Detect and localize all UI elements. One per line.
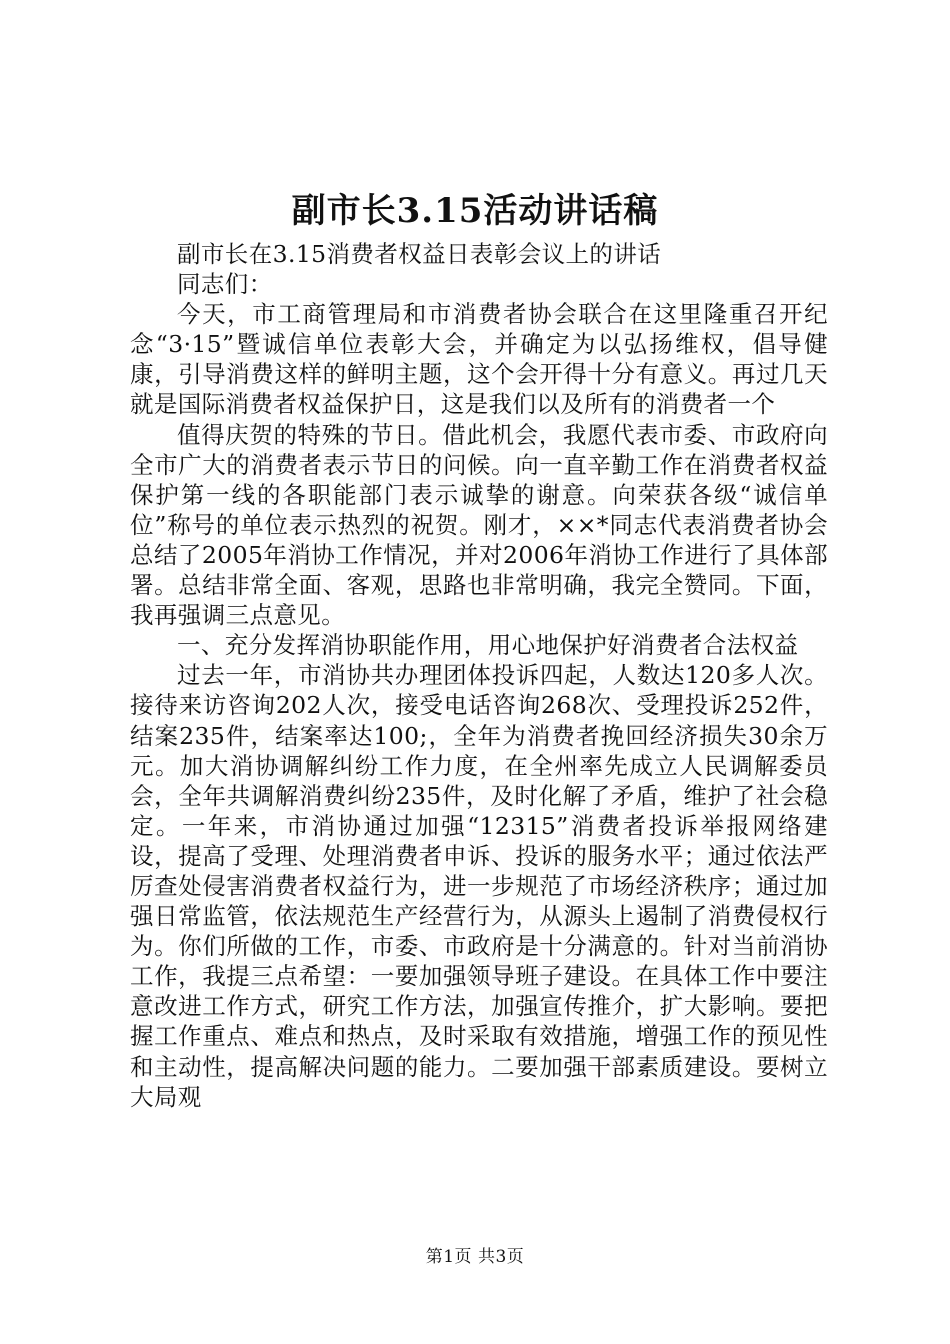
body-paragraph: 值得庆贺的特殊的节日。借此机会，我愿代表市委、市政府向全市广大的消费者表示节日的问候。向一直辛勤工作在消费者权益保护第一线的各职能部门表示诚挚的谢意。向荣获各级“诚信单位”称号的单位表示热烈的祝贺。刚才，××*同志代表消费者协会总结了2005年消协工作情况，并对2006年消协工作进行了具体部署。总结非常全面、客观，思路也非常明确，我完全赞同。下面，我再强调三点意见。 [130, 420, 828, 630]
subtitle-paragraph: 副市长在3.15消费者权益日表彰会议上的讲话 [177, 240, 662, 268]
document-body [130, 239, 828, 1112]
body-paragraph: 今天，市工商管理局和市消费者协会联合在这里隆重召开纪念“3·15”暨诚信单位表彰大会，并确定为以弘扬维权，倡导健康，引导消费这样的鲜明主题，这个会开得十分有意义。再过几天就是国际消费者权益保护日，这是我们以及所有的消费者一个 [130, 300, 828, 419]
section-heading: 一、充分发挥消协职能作用，用心地保护好消费者合法权益 [177, 631, 799, 660]
document-title: 副市长3.15活动讲话稿 [291, 191, 659, 231]
body-paragraph: 过去一年，市消协共办理团体投诉四起，人数达120多人次。接待来访咨询202人次，接受电话咨询268次、受理投诉252件，结案235件，结案率达100;，全年为消费者挽回经济损失30余万元。加大消协调解纠纷工作力度，在全州率先成立人民调解委员会，全年共调解消费纠纷235件，及时化解了矛盾，维护了社会稳定。一年来，市消协通过加强“12315”消费者投诉举报网络建设，提高了受理、处理消费者申诉、投诉的服务水平；通过依法严厉查处侵害消费者权益行为，进一步规范了市场经济秩序；通过加强日常监管，依法规范生产经营行为，从源头上遏制了消费侵权行为。你们所做的工作，市委、市政府是十分满意的。针对当前消协工作，我提三点希望：一要加强领导班子建设。在具体工作中要注意改进工作方式，研究工作方法，加强宣传推介，扩大影响。要把握工作重点、难点和热点，及时采取有效措施，增强工作的预见性和主动性，提高解决问题的能力。二要加强干部素质建设。要树立大局观 [130, 661, 828, 1111]
salutation-paragraph: 同志们： [177, 270, 273, 299]
page-number-footer: 第1页 共3页 [425, 1247, 525, 1267]
